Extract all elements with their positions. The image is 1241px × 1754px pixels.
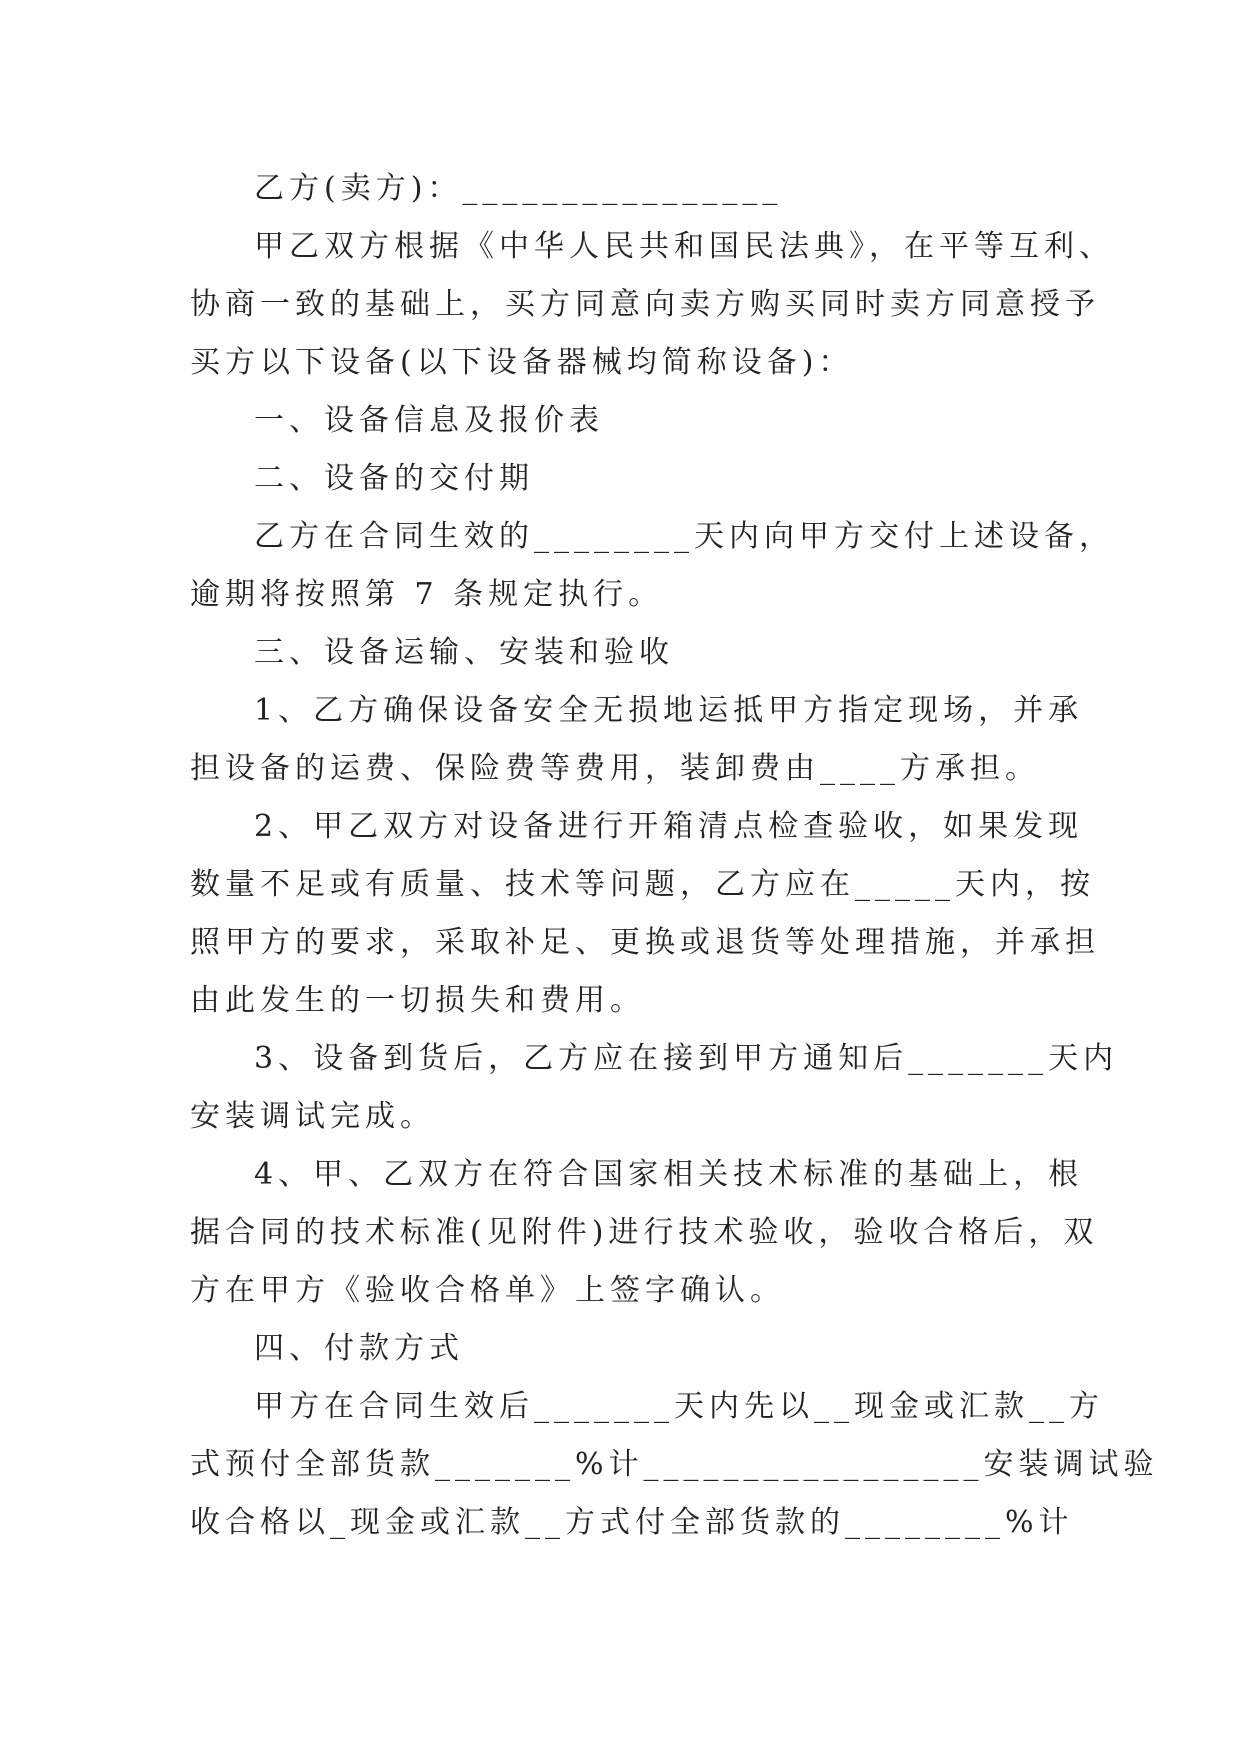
clause-line: 1、乙方确保设备安全无损地运抵甲方指定现场，并承 [254, 693, 1084, 728]
clause-line: 2、甲乙双方对设备进行开箱清点检查验收，如果发现 [254, 809, 1084, 844]
clause-line: 4、甲、乙双方在符合国家相关技术标准的基础上，根 [254, 1157, 1084, 1192]
section-heading: 四、付款方式 [254, 1331, 464, 1366]
paragraph-line: 甲方在合同生效后_______天内先以__现金或汇款__方 [254, 1389, 1104, 1424]
paragraph-line: 甲乙双方根据《中华人民共和国民法典》，在平等互利、 [254, 229, 1114, 264]
clause-line: 照甲方的要求，采取补足、更换或退货等处理措施，并承担 [190, 925, 1100, 960]
clause-line: 担设备的运费、保险费等费用，装卸费由____方承担。 [190, 751, 1040, 786]
clause-line: 安装调试完成。 [190, 1099, 435, 1134]
paragraph-line: 逾期将按照第 7 条规定执行。 [190, 577, 664, 612]
clause-line: 3、设备到货后，乙方应在接到甲方通知后_______天内 [254, 1041, 1119, 1076]
clause-line: 据合同的技术标准(见附件)进行技术验收，验收合格后，双 [190, 1215, 1099, 1250]
seller-field-line: 乙方(卖方)：________________ [254, 171, 783, 206]
paragraph-line: 乙方在合同生效的________天内向甲方交付上述设备， [254, 519, 1114, 554]
paragraph-line: 收合格以_现金或汇款__方式付全部货款的________%计 [190, 1505, 1074, 1540]
contract-text [190, 160, 1159, 1552]
clause-line: 方在甲方《验收合格单》上签字确认。 [190, 1273, 785, 1308]
clause-line: 数量不足或有质量、技术等问题，乙方应在_____天内，按 [190, 867, 1095, 902]
clause-line: 由此发生的一切损失和费用。 [190, 983, 645, 1018]
paragraph-line: 协商一致的基础上，买方同意向卖方购买同时卖方同意授予 [190, 287, 1100, 322]
section-heading: 三、设备运输、安装和验收 [254, 635, 674, 670]
section-heading: 一、设备信息及报价表 [254, 403, 604, 438]
section-heading: 二、设备的交付期 [254, 461, 534, 496]
paragraph-line: 买方以下设备(以下设备器械均简称设备)： [190, 345, 854, 380]
paragraph-line: 式预付全部货款_______%计_________________安装调试验 [190, 1447, 1159, 1482]
